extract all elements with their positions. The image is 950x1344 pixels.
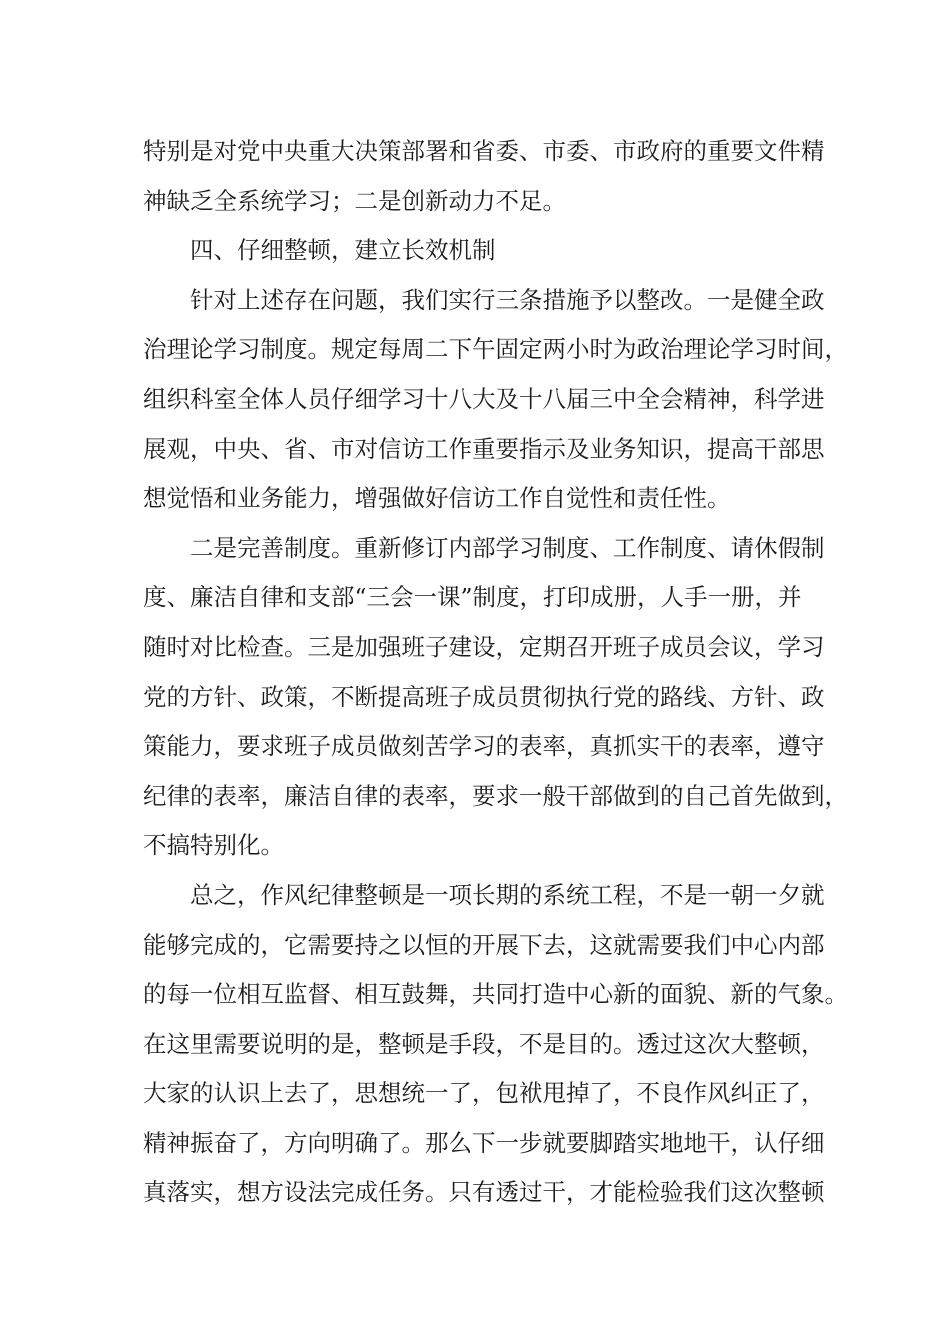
text-line: 纪律的表率，廉洁自律的表率，要求一般干部做到的自己首先做到， (143, 781, 848, 810)
text-line: 四、仔细整顿，建立长效机制 (190, 236, 496, 265)
text-line: 想觉悟和业务能力，增强做好信访工作自觉性和责任性。 (143, 484, 731, 513)
text-line: 总之，作风纪律整顿是一项长期的系统工程，不是一朝一夕就 (190, 880, 825, 909)
text-line: 特别是对党中央重大决策部署和省委、市委、市政府的重要文件精 (143, 137, 825, 165)
text-line: 神缺乏全系统学习；二是创新动力不足。 (143, 186, 566, 215)
text-line: 的每一位相互监督、相互鼓舞，共同打造中心新的面貌、新的气象。 (143, 980, 848, 1009)
text-line: 党的方针、政策，不断提高班子成员贯彻执行党的路线、方针、政 (143, 682, 825, 711)
text-line: 精神振奋了，方向明确了。那么下一步就要脚踏实地地干，认仔细 (143, 1128, 825, 1157)
text-line: 组织科室全体人员仔细学习十八大及十八届三中全会精神，科学进 (143, 384, 825, 413)
text-line: 大家的认识上去了，思想统一了，包袱甩掉了，不良作风纠正了， (143, 1079, 825, 1108)
text-line: 随时对比检查。三是加强班子建设，定期召开班子成员会议，学习 (143, 632, 825, 661)
text-line: 展观，中央、省、市对信访工作重要指示及业务知识，提高干部思 (143, 434, 825, 463)
text-line: 二是完善制度。重新修订内部学习制度、工作制度、请休假制 (190, 533, 825, 562)
text-line: 策能力，要求班子成员做刻苦学习的表率，真抓实干的表率，遵守 (143, 732, 825, 761)
text-line: 真落实，想方设法完成任务。只有透过干，才能检验我们这次整顿 (143, 1178, 825, 1207)
document-body (143, 127, 848, 1218)
text-line: 度、廉洁自律和支部“三会一课”制度，打印成册，人手一册，并 (143, 583, 802, 612)
text-line: 不搞特别化。 (143, 831, 284, 860)
text-line: 能够完成的，它需要持之以恒的开展下去，这就需要我们中心内部 (143, 930, 825, 959)
text-line: 在这里需要说明的是，整顿是手段，不是目的。透过这次大整顿， (143, 1029, 825, 1058)
text-line: 治理论学习制度。规定每周二下午固定两小时为政治理论学习时间， (143, 335, 848, 364)
text-line: 针对上述存在问题，我们实行三条措施予以整改。一是健全政 (190, 285, 825, 314)
